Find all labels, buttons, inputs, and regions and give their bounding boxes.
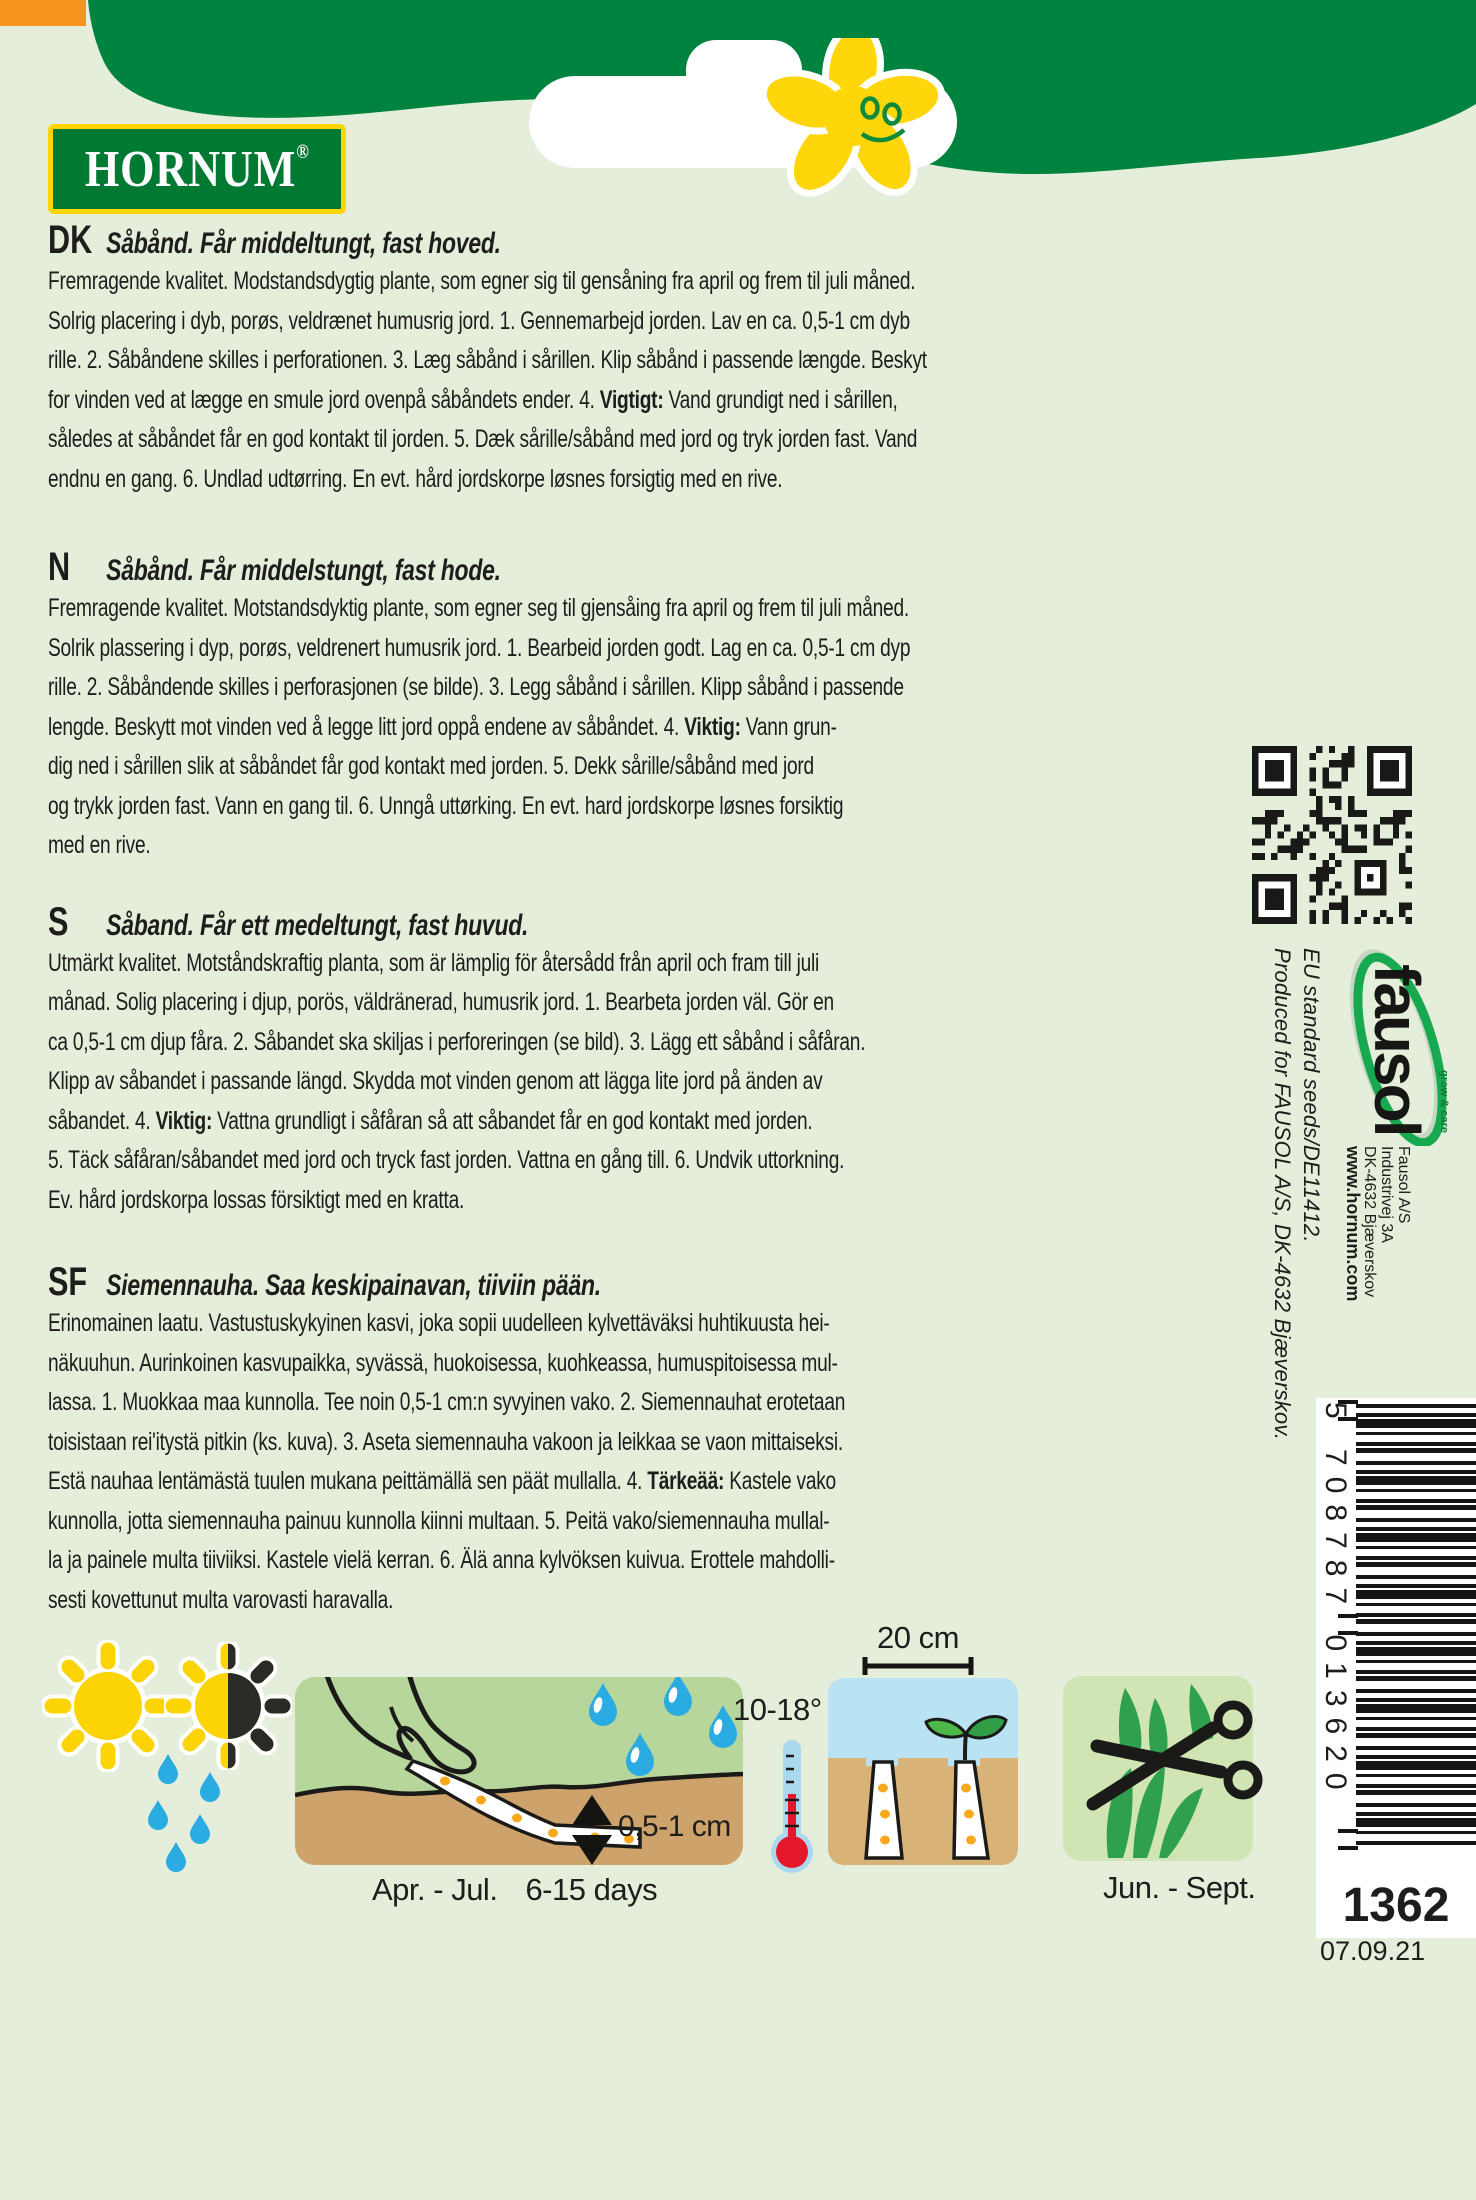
registered-mark: ® bbox=[295, 140, 310, 163]
language-code: SF bbox=[48, 1260, 88, 1304]
section-dk-heading bbox=[48, 218, 1134, 262]
language-code: S bbox=[48, 899, 69, 944]
row-spacing-illustration bbox=[828, 1678, 1018, 1865]
sowing-season-label bbox=[372, 1872, 657, 1908]
date-stamp: 07.09.21 bbox=[1320, 1936, 1426, 1966]
raindrops-icon bbox=[138, 1752, 248, 1878]
fausol-tagline: grow & care bbox=[1438, 1070, 1450, 1133]
temperature-label: 10-18° bbox=[733, 1692, 822, 1727]
barcode bbox=[1356, 1404, 1476, 1846]
section-sf-heading bbox=[48, 1260, 1134, 1304]
orange-corner-mark bbox=[0, 0, 86, 26]
germination-days: 6-15 days bbox=[525, 1872, 658, 1907]
flower-mascot-icon bbox=[758, 38, 953, 203]
section-s-heading bbox=[48, 900, 1134, 944]
section-title: Såbånd. Får middeltungt, fast hoved. bbox=[106, 227, 501, 260]
item-number: 1362 bbox=[1342, 1879, 1450, 1932]
producer-address: Fausol A/S Industrivej 3A DK-4632 Bjæverskov www.hornum.com bbox=[1343, 1146, 1412, 1302]
section-n-heading bbox=[48, 545, 1134, 589]
hornum-logo-text: HORNUM® bbox=[84, 140, 310, 198]
section-title: Såbånd. Får middelstungt, fast hode. bbox=[106, 554, 501, 587]
website-url: www.hornum.com bbox=[1343, 1146, 1363, 1302]
section-s-body: Utmärkt kvalitet. Motståndskraftig planta, som är lämplig för återsådd från april och fram till juli månad. Solig placering i djup, porös, väldränerad, humusrik jord. 1. Bearbeta jorden väl. Gör en ca 0,5-1 cm djup fåra. 2. Såbandet ska skiljas i perforeringen (se bild). 3. Lägg ett såbånd i såfåran. Klipp av såbandet i passande längd. Skydda mot vinden genom att lägga lite jord på änden av såbandet. 4. Viktig: Vattna grundligt i såfåran så att såbandet får en god kontakt med jorden. 5. Täck såfåran/såbandet med jord och tryck fast jorden. Vattna en gång till. 6. Undvik uttorkning. Ev. hård jordskorpa lossas försiktigt med en kratta. bbox=[48, 948, 866, 1214]
barcode-digits: 5 708787 013620 bbox=[1319, 1402, 1352, 1801]
spacing-measure-line bbox=[862, 1655, 974, 1677]
section-dk-body: Fremragende kvalitet. Modstandsdygtig plante, som egner sig til gensåning fra april og frem til juli måned. Solrig placering i dyb, porøs, veldrænet humusrig jord. 1. Gennemarbejd jorden. Lav en ca. 0,5-1 cm dyb rille. 2. Såbåndene skilles i perforationen. 3. Læg såbånd i sårillen. Klip såbånd i passende længde. Beskyt for vinden ved at lægge en smule jord ovenpå såbåndets ender. 4. Vigtigt: Vand grundigt ned i sårillen, således at såbåndet får en god kontakt til jorden. 5. Dæk sårille/såbånd med jord og tryk jorden fast. Vand endnu en gang. 6. Undlad udtørring. En evt. hård jordskorpe løsnes forsigtig med en rive. bbox=[48, 267, 927, 493]
instructions-column bbox=[48, 218, 1134, 1620]
scissors-harvest-icon bbox=[1063, 1676, 1263, 1868]
spacing-label: 20 cm bbox=[877, 1620, 959, 1655]
half-sun-icon bbox=[164, 1642, 292, 1770]
section-title: Såband. Får ett medeltungt, fast huvud. bbox=[106, 908, 529, 942]
language-code: N bbox=[48, 545, 71, 589]
hornum-logo bbox=[48, 124, 346, 214]
fausol-logo: fausol grow & care bbox=[1332, 946, 1462, 1146]
language-code: DK bbox=[48, 218, 93, 262]
depth-label: 0,5-1 cm bbox=[618, 1810, 731, 1843]
producer-credits: EU standard seeds/DE11412. Produced for FAUSOL A/S, DK-4632 Bjæverskov. bbox=[1270, 948, 1324, 1441]
sowing-months: Apr. - Jul. bbox=[372, 1872, 498, 1907]
qr-code bbox=[1252, 746, 1412, 924]
section-title: Siemennauha. Saa keskipainavan, tiiviin pään. bbox=[106, 1269, 601, 1302]
fausol-logo-block bbox=[1327, 946, 1462, 1302]
thermometer-icon bbox=[760, 1736, 824, 1876]
section-sf-body: Erinomainen laatu. Vastustuskykyinen kasvi, joka sopii uudelleen kylvettäväksi huhtikuusta hei- näkuuhun. Aurinkoinen kasvupaikka, syvässä, huokoisessa, kuohkeassa, humuspitoisessa mul- lassa. 1. Muokkaa maa kunnolla. Tee noin 0,5-1 cm:n syvyinen vako. 2. Siemennauhat erotetaan toisistaan rei'itystä pitkin (ks. kuva). 3. Aseta siemennauha vakoon ja leikkaa se vaon mittaiseksi. Estä nauhaa lentämästä tuulen mukana peittämällä sen päät mullalla. 4. Tärkeää: Kastele vako kunnolla, jotta siemennauha painuu kunnolla kiinni multaan. 5. Peitä vako/siemennauha mullal- la ja painele multa tiiviiksi. Kastele vielä kerran. 6. Älä anna kylvöksen kuivua. Erottele mahdolli- sesti kovettunut multa varovasti haravalla. bbox=[48, 1309, 846, 1614]
harvest-season-label: Jun. - Sept. bbox=[1103, 1870, 1256, 1905]
section-n-body: Fremragende kvalitet. Motstandsdyktig plante, som egner seg til gjensåing fra april og frem til juli måned. Solrik plassering i dyp, porøs, veldrenert humusrik jord. 1. Bearbeid jorden godt. Lag en ca. 0,5-1 cm dyp rille. 2. Såbåndende skilles i perforasjonen (se bilde). 3. Legg såbånd i sårillen. Klipp såbånd i passende lengde. Beskytt mot vinden ved å legge litt jord oppå endene av såbåndet. 4. Viktig: Vann grun- dig ned i sårillen slik at såbåndet får god kontakt med jorden. 5. Dekk sårille/såbånd med jord og trykk jorden fast. Vann en gang til. 6. Unngå uttørking. En evt. hard jordskorpe løsnes forsiktig med en rive. bbox=[48, 594, 911, 859]
